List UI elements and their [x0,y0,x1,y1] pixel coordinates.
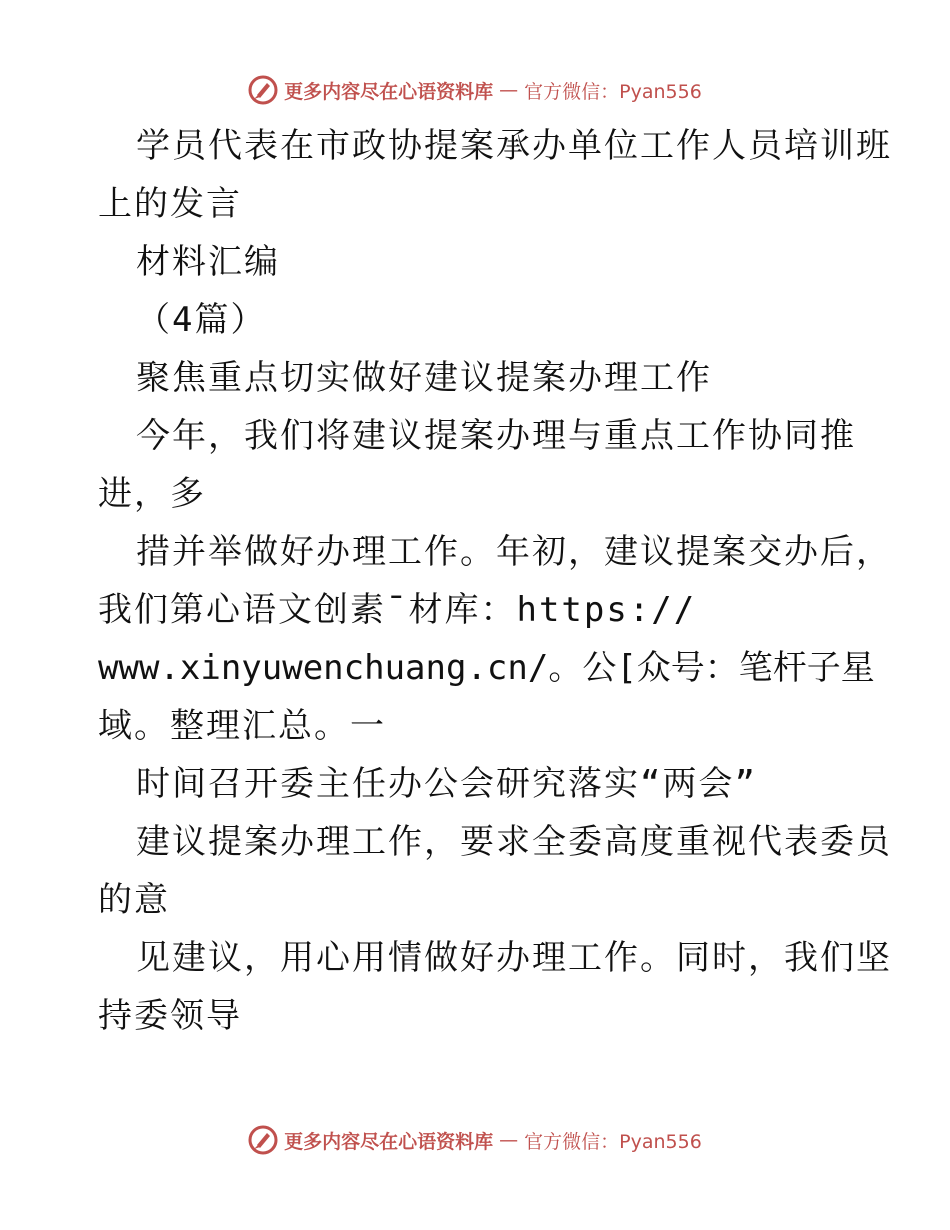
paragraph-line: 我们第心语文创素¯材库：https:// [98,590,697,630]
banner-text: 更多内容尽在心语资料库 [284,1130,494,1153]
paragraph-line: 域。整理汇总。一 [98,706,386,746]
paragraph-line: 见建议，用心用情做好办理工作。同时，我们坚 [136,938,892,978]
paragraph-line: 进，多 [98,474,206,514]
banner-text: 更多内容尽在心语资料库 [284,80,494,103]
footer-banner [0,1120,950,1160]
paragraph-line: 持委领导 [98,996,242,1036]
paragraph-line: 时间召开委主任办公会研究落实“两会” [136,764,757,804]
paragraph-line: www.xinyuwenchuang.cn/。公[众号：笔杆子星 [98,648,875,688]
paragraph-line: 今年，我们将建议提案办理与重点工作协同推 [136,416,856,456]
red-seal-logo-icon [248,75,278,105]
paragraph-line: 建议提案办理工作，要求全委高度重视代表委员 [136,822,892,862]
banner-separator: — [499,79,519,101]
paragraph-line: 措并举做好办理工作。年初，建议提案交办后， [136,532,892,572]
doc-count: （4篇） [136,300,267,340]
doc-title-line-2: 上的发言 [98,184,242,224]
doc-subtitle: 材料汇编 [136,242,280,282]
header-banner [0,70,950,110]
doc-title-line-1: 学员代表在市政协提案承办单位工作人员培训班 [136,126,892,166]
banner-wechat: 官方微信：Pyan556 [524,1130,702,1153]
banner-wechat: 官方微信：Pyan556 [524,80,702,103]
red-seal-logo-icon [248,1125,278,1155]
paragraph-line: 的意 [98,880,170,920]
banner-separator: — [499,1129,519,1151]
section-heading: 聚焦重点切实做好建议提案办理工作 [136,358,712,398]
